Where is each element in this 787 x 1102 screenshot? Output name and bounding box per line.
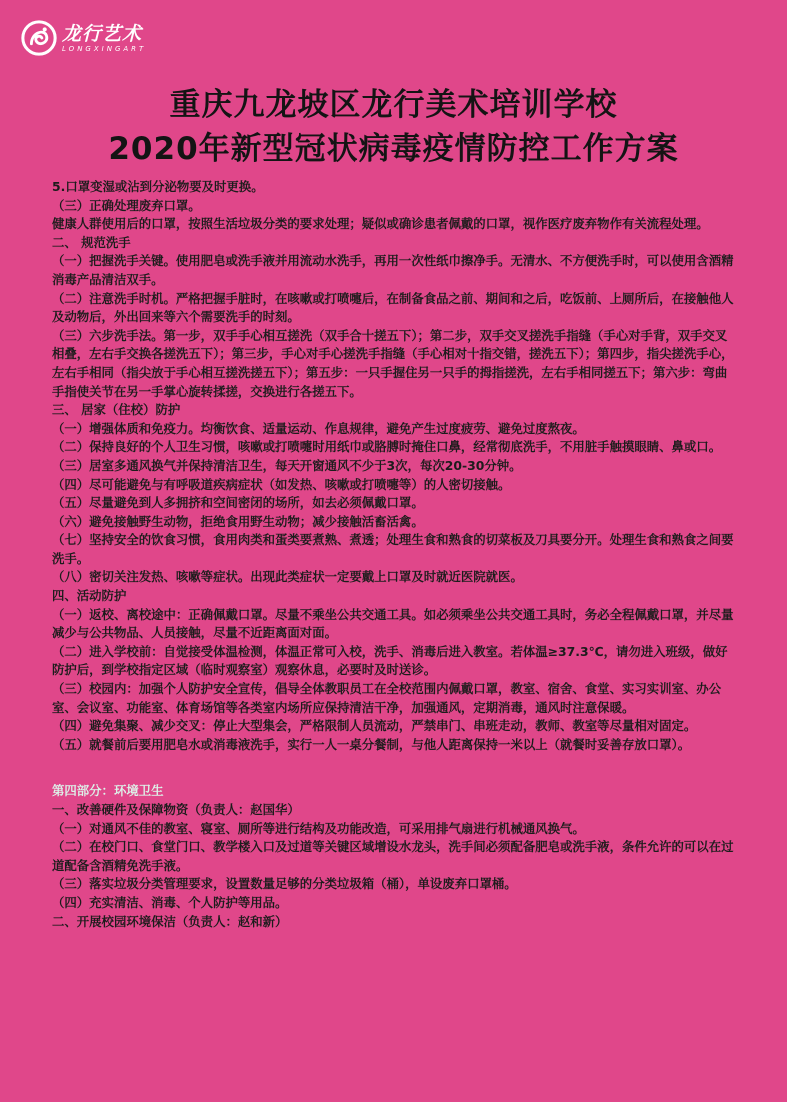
page-title-plan: 2020年新型冠状病毒疫情防控工作方案 [108,131,679,167]
paragraph: （三）正确处理废弃口罩。 [52,197,201,213]
section-title-environment: 第四部分：环境卫生 [52,783,164,799]
paragraph: （八）密切关注发热、咳嗽等症状。出现此类症状一定要戴上口罩及时就近医院就医。 [52,569,523,585]
paragraph: （二）在校门口、食堂门口、教学楼入口及过道等关键区域增设水龙头，洗手间必须配备肥皂或洗手液，条件允许的可以在过道配备含酒精免洗手液。 [52,839,734,873]
paragraph: （四）避免集聚、减少交叉：停止大型集会，严格限制人员流动，严禁串门、串班走动，教师、教室等尽量相对固定。 [52,718,697,734]
paragraph: （五）就餐前后要用肥皂水或消毒液洗手，实行一人一桌分餐制，与他人距离保持一米以上（就餐时妥善存放口罩）。 [52,736,691,752]
paragraph: 5.口罩变湿或沾到分泌物要及时更换。 [52,179,264,194]
paragraph: （六）避免接触野生动物，拒绝食用野生动物；减少接触活畜活禽。 [52,513,424,529]
heading-handwashing: 二、 规范洗手 [52,234,131,250]
paragraph: （四）充实清洁、消毒、个人防护等用品。 [52,894,288,910]
heading-activity-protection: 四、活动防护 [52,588,127,604]
school-logo [20,18,146,58]
document-body [52,178,736,931]
logo-name-cn: 龙行艺术 [62,22,143,45]
paragraph: （七）坚持安全的饮食习惯，食用肉类和蛋类要煮熟、煮透；处理生食和熟食的切菜板及刀具要分开。处理生食和熟食之间要洗手。 [52,532,734,566]
paragraph: （四）尽可能避免与有呼吸道疾病症状（如发热、咳嗽或打喷嚏等）的人密切接触。 [52,476,511,492]
dragon-logo-icon [20,19,58,57]
paragraph: （三）校园内：加强个人防护安全宣传，倡导全体教职员工在全校范围内佩戴口罩，教室、宿舍、食堂、实习实训室、办公室、会议室、功能室、体育场馆等各类室内场所应保持清洁干净，加强通风，定期消毒，通风时注意保暖。 [52,681,722,715]
paragraph: （三）六步洗手法。第一步，双手手心相互搓洗（双手合十搓五下）；第二步，双手交叉搓洗手指缝（手心对手背，双手交叉相叠，左右手交换各搓洗五下）；第三步，手心对手心搓洗手指缝（手心相对十指交错，搓洗五下）；第四步，指尖搓洗手心，左右手相同（指尖放于手心相互搓洗搓五下）；第五步：一只手握住另一只手的拇指搓洗，左右手相同搓五下；第六步：弯曲手指使关节在另一手掌心旋转揉搓，交换进行各搓五下。 [52,327,734,399]
paragraph: （二）注意洗手时机。严格把握手脏时，在咳嗽或打喷嚏后，在制备食品之前、期间和之后，吃饭前、上厕所后，在接触他人及动物后，外出回来等六个需要洗手的时刻。 [52,290,734,325]
paragraph: （三）落实垃圾分类管理要求，设置数量足够的分类垃圾箱（桶），单设废弃口罩桶。 [52,876,517,892]
paragraph: （二）进入学校前：自觉接受体温检测，体温正常可入校，洗手、消毒后进入教室。若体温≥37.3℃，请勿进入班级，做好防护后，到学校指定区域（临时观察室）观察休息，必要时及时送诊。 [52,643,728,678]
paragraph: （一）返校、离校途中：正确佩戴口罩。尽量不乘坐公共交通工具。如必须乘坐公共交通工具时，务必全程佩戴口罩，并尽量减少与公共物品、人员接触，尽量不近距离面对面。 [52,606,734,641]
page-title-school: 重庆九龙坡区龙行美术培训学校 [169,87,618,123]
heading-campus-cleaning: 二、开展校园环境保洁（负责人：赵和新） [52,913,288,929]
paragraph: （一）对通风不佳的教室、寝室、厕所等进行结构及功能改造，可采用排气扇进行机械通风换气。 [52,820,585,836]
title-block [0,83,787,171]
paragraph: （一）增强体质和免疫力。均衡饮食、适量运动、作息规律，避免产生过度疲劳、避免过度熬夜。 [52,420,585,436]
paragraph: 健康人群使用后的口罩，按照生活垃圾分类的要求处理；疑似或确诊患者佩戴的口罩，视作医疗废弃物作有关流程处理。 [52,216,709,232]
paragraph: （一）把握洗手关键。使用肥皂或洗手液并用流动水洗手，再用一次性纸巾擦净手。无清水、不方便洗手时，可以使用含酒精消毒产品清洁双手。 [52,253,734,287]
logo-name-en: LONGXINGART [62,44,147,53]
paragraph: （三）居室多通风换气并保持清洁卫生，每天开窗通风不少于3次，每次20-30分钟。 [52,457,522,473]
heading-home-protection: 三、 居家（住校）防护 [52,402,181,418]
paragraph: （五）尽量避免到人多拥挤和空间密闭的场所，如去必须佩戴口罩。 [52,495,424,511]
heading-hardware: 一、改善硬件及保障物资（负责人：赵国华） [52,802,300,817]
paragraph: （二）保持良好的个人卫生习惯，咳嗽或打喷嚏时用纸巾或胳膊时掩住口鼻，经常彻底洗手，不用脏手触摸眼睛、鼻或口。 [52,439,722,455]
